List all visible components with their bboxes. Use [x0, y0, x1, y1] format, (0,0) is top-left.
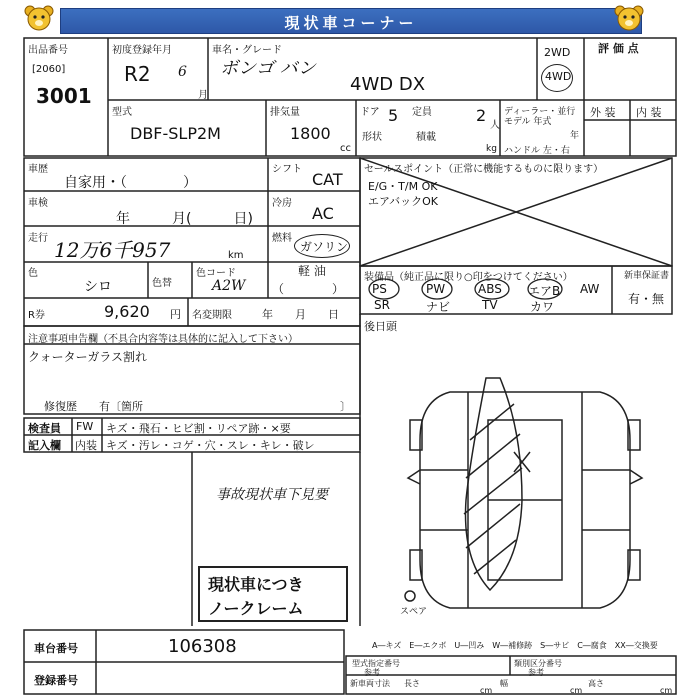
door-value: 5 — [388, 106, 399, 125]
declare-value: クォーターガラス割れ — [28, 350, 148, 364]
name-change-value: 年 月 日 — [262, 308, 339, 321]
class-label: 類別区分番号 — [514, 659, 562, 668]
equipment-label: 装備品（純正品に限り○印をつけてください） — [364, 272, 573, 283]
drive-4wd: 4WD — [545, 70, 572, 83]
color-change-label: 色替 — [152, 278, 172, 289]
ac-value: AC — [312, 204, 334, 223]
lot-label: 出品番号 — [28, 45, 68, 56]
equip-sr: SR — [374, 298, 390, 312]
sales-point-line1: E/G・T/M OK — [368, 180, 438, 193]
class-ref: 参考 — [528, 668, 544, 677]
spare-label: スペア — [400, 607, 428, 617]
chassis-value: 106308 — [168, 636, 237, 657]
model-cert-label: 型式指定番号 — [352, 659, 400, 668]
mileage-label: 走行 — [28, 233, 48, 244]
recycle-label: R券 — [28, 310, 45, 321]
model-label: 型式 — [112, 107, 132, 118]
car-name: ボンゴ バン — [220, 58, 316, 79]
width-cm: cm — [570, 686, 583, 695]
equip-pw: PW — [426, 282, 446, 296]
equip-navi: ナビ — [426, 300, 451, 314]
yen-unit: 円 — [170, 308, 181, 321]
ac-label: 冷房 — [272, 198, 292, 209]
mileage-value: 12万6千957 — [54, 238, 171, 262]
fw-label: FW — [76, 420, 94, 433]
model-year-label: モデル 年式 — [504, 117, 552, 127]
kg-unit: kg — [486, 144, 497, 154]
month-unit: 月 — [198, 90, 208, 101]
width-label: 幅 — [500, 679, 508, 688]
stamp-line1: 現状車につき — [208, 575, 304, 594]
lot-number: 3001 — [36, 84, 92, 108]
load-label: 積載 — [416, 132, 436, 143]
color-code-label: 色コード — [196, 268, 236, 279]
shape-label: 形状 — [362, 132, 382, 143]
color-code-value: A2W — [212, 278, 246, 294]
capacity-value: 2 — [476, 106, 487, 125]
cc-unit: cc — [340, 143, 351, 154]
year-unit: 年 — [570, 131, 580, 141]
height-cm: cm — [660, 686, 673, 695]
km-unit: km — [228, 250, 244, 261]
fuel-diesel: 軽 油 — [298, 264, 326, 278]
warranty-label: 新車保証書 — [624, 271, 670, 281]
first-reg-era: R2 — [124, 62, 151, 86]
inspector-label: 検査員 — [28, 422, 61, 435]
sales-point-line2: エアバックOK — [368, 195, 438, 208]
fuel-label: 燃料 — [272, 233, 292, 244]
lot-code: [2060] — [32, 64, 66, 75]
interior-label: 内 装 — [636, 106, 662, 119]
color-value: シロ — [84, 279, 112, 295]
handwritten-note: 事故現状車下見要 — [216, 487, 328, 503]
rear-seat-label: 後日頭 — [364, 320, 397, 333]
equip-tv: TV — [482, 298, 498, 312]
model-cert-ref: 参考 — [364, 668, 380, 677]
car-name-label: 車名・グレード — [212, 45, 282, 56]
door-label: ドア — [360, 107, 380, 118]
length-label: 長さ — [404, 679, 420, 688]
shift-value: CAT — [312, 170, 343, 189]
length-cm: cm — [480, 686, 493, 695]
dealer-label: ディーラー・並行 — [504, 107, 576, 117]
sales-point-label: セールスポイント（正常に機能するものに限ります） — [364, 164, 604, 175]
fw-items: キズ・飛石・ヒビ割・リペア跡・×要 — [106, 422, 291, 435]
exterior-label: 外 装 — [590, 106, 616, 119]
banner-title: 現状車コーナー — [284, 14, 418, 32]
repair-close: 〕 — [340, 400, 351, 413]
equip-aw: AW — [580, 282, 600, 296]
recycle-value: 9,620 — [104, 302, 150, 321]
displacement-value: 1800 — [290, 124, 331, 143]
drive-2wd: 2WD — [544, 46, 571, 59]
equip-airbag: エアB — [528, 284, 561, 298]
equip-leather: カワ — [530, 300, 555, 314]
inspection-label: 車検 — [28, 198, 48, 209]
grade: 4WD DX — [350, 74, 426, 95]
first-reg-label: 初度登録年月 — [112, 45, 172, 56]
vehicle-dim-label: 新車両寸法 — [350, 679, 390, 688]
chassis-label: 車台番号 — [34, 642, 78, 655]
stamp-line2: ノークレーム — [208, 599, 304, 618]
inspection-value: 年 月( 日) — [116, 211, 253, 227]
declare-label: 注意事項申告欄（不具合内容等は具体的に記入して下さい） — [28, 334, 298, 345]
interior-check-items: キズ・汚レ・コゲ・穴・スレ・キレ・破レ — [106, 439, 315, 452]
equip-abs: ABS — [478, 282, 502, 296]
fuel-other: （ ） — [272, 282, 345, 296]
capacity-unit: 人 — [490, 120, 500, 131]
history-value: 自家用・（ ） — [64, 175, 197, 191]
displacement-label: 排気量 — [270, 107, 300, 118]
first-reg-month: 6 — [178, 64, 187, 80]
shift-label: シフト — [272, 164, 302, 175]
inspector-field-label: 記入欄 — [28, 439, 61, 452]
interior-check-label: 内装 — [75, 439, 97, 452]
fuel-gas: ガソリン — [300, 240, 349, 254]
score-label: 評 価 点 — [598, 42, 639, 55]
capacity-label: 定員 — [412, 107, 432, 118]
history-label: 車歴 — [28, 164, 48, 175]
model-value: DBF-SLP2M — [130, 124, 221, 143]
handle-label: ハンドル 左・右 — [504, 146, 570, 156]
repair-label: 修復歴 有〔箇所 — [44, 400, 143, 413]
warranty-value: 有・無 — [628, 292, 665, 306]
reg-label: 登録番号 — [34, 674, 78, 687]
name-change-label: 名変期限 — [192, 310, 232, 321]
damage-legend: A―キズ E―エクボ U―凹み W―補修跡 S―サビ C―腐食 XX―交換要 — [372, 641, 658, 650]
color-label: 色 — [28, 268, 38, 279]
equip-ps: PS — [372, 282, 387, 296]
height-label: 高さ — [588, 679, 604, 688]
